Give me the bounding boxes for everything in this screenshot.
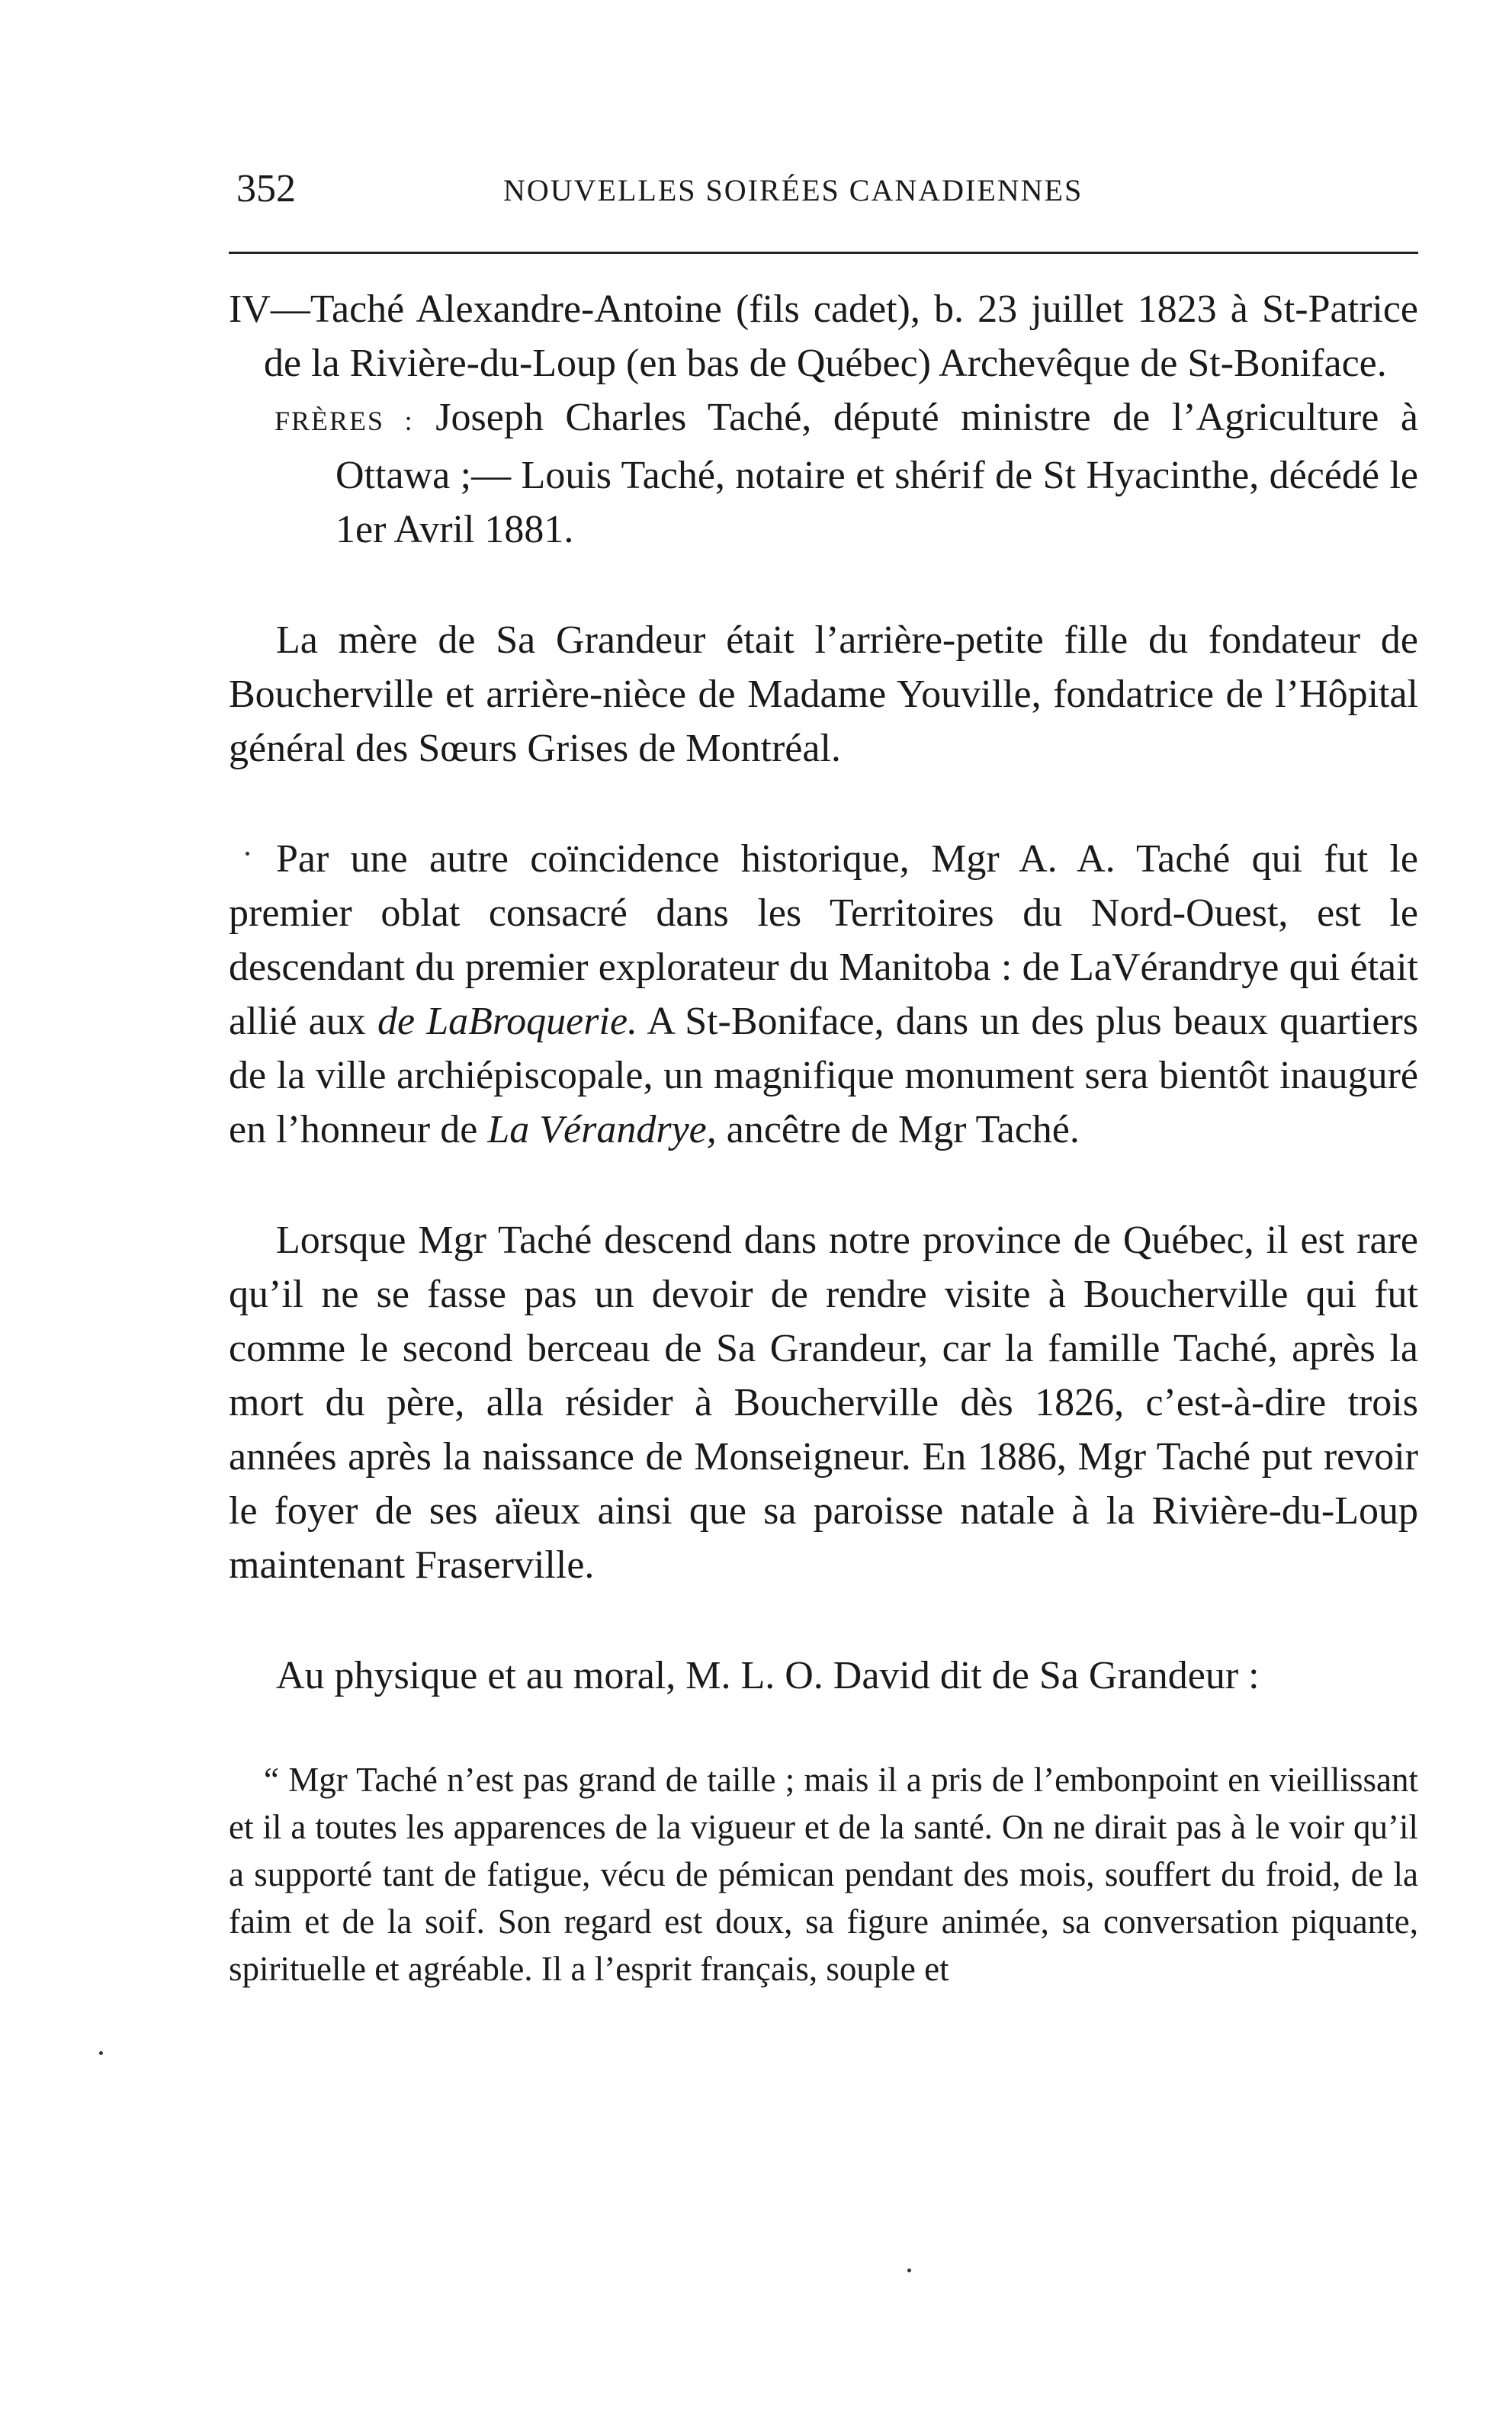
block-quote: “ Mgr Taché n’est pas grand de taille ; mais il a pris de l’embonpoint en vieillissant et il a toutes les apparences de la vigueur et de la santé. On ne dirait pas à le voir qu’il a supporté tant de fatigue, vécu de pémican pendant des mois, souffert du froid, de la faim et de la soif. Son regard est doux, sa figure animée, sa conversation piquante, spirituelle et agréable. Il a l’esprit français, souple et xyxy=(229,1761,1418,1988)
coincidence-text-3: ancêtre de Mgr Taché. xyxy=(716,1108,1080,1151)
siblings-text: Joseph Charles Taché, député ministre de l’Agriculture à Ottawa ;— Louis Taché, notaire et shérif de St Hyacinthe, décédé le 1er Avril 1881. xyxy=(335,396,1418,551)
coincidence-italic-2: La Vérandrye, xyxy=(487,1108,717,1151)
paragraph-coincidence xyxy=(229,832,1418,1157)
page-body xyxy=(229,282,1418,1992)
page-number: 352 xyxy=(236,167,296,210)
coincidence-text-1: Par une autre coïncidence historique, Mgr A. A. Taché qui fut le premier oblat consacré dans les Territoires du Nord-Ouest, est le descendant du premier explorateur du Manitoba : de LaVérandrye qui était allié aux xyxy=(229,837,1418,1043)
paragraph-visit: Lorsque Mgr Taché descend dans notre province de Québec, il est rare qu’il ne se fasse pas un devoir de rendre visite à Boucherville qui fut comme le second berceau de Sa Grandeur, car la famille Taché, après la mort du père, alla résider à Boucherville dès 1826, c’est-à-dire trois années après la naissance de Monseigneur. En 1886, Mgr Taché put revoir le foyer de ses aïeux ainsi que sa paroisse natale à la Rivière-du-Loup maintenant Fraserville. xyxy=(229,1219,1418,1587)
siblings-label: FRÈRES : xyxy=(274,406,414,436)
running-title: NOUVELLES SOIRÉES CANADIENNES xyxy=(503,173,1083,207)
header-rule xyxy=(229,252,1418,254)
paragraph-mother: La mère de Sa Grandeur était l’arrière-petite fille du fondateur de Boucherville et arrière-nièce de Madame Youville, fondatrice de l’Hôpital général des Sœurs Grises de Montréal. xyxy=(229,618,1418,770)
paragraph-david: Au physique et au moral, M. L. O. David dit de Sa Grandeur : xyxy=(276,1654,1260,1697)
genealogy-entry: IV—Taché Alexandre-Antoine (fils cadet), b. 23 juillet 1823 à St-Patrice de la Rivière-du-Loup (en bas de Québec) Archevêque de St-Boniface. xyxy=(229,287,1418,385)
print-speck xyxy=(246,852,249,856)
print-speck xyxy=(99,2051,103,2055)
coincidence-italic-1: de LaBroquerie. xyxy=(377,1000,638,1043)
coincidence-text-2: A St-Boniface, dans un des plus beaux quartiers de la ville archiépiscopale, un magnifique monument sera bientôt inauguré en l’honneur de xyxy=(229,1000,1418,1151)
print-speck xyxy=(907,2269,911,2272)
page-header xyxy=(236,166,1418,220)
siblings-entry xyxy=(229,390,1418,557)
